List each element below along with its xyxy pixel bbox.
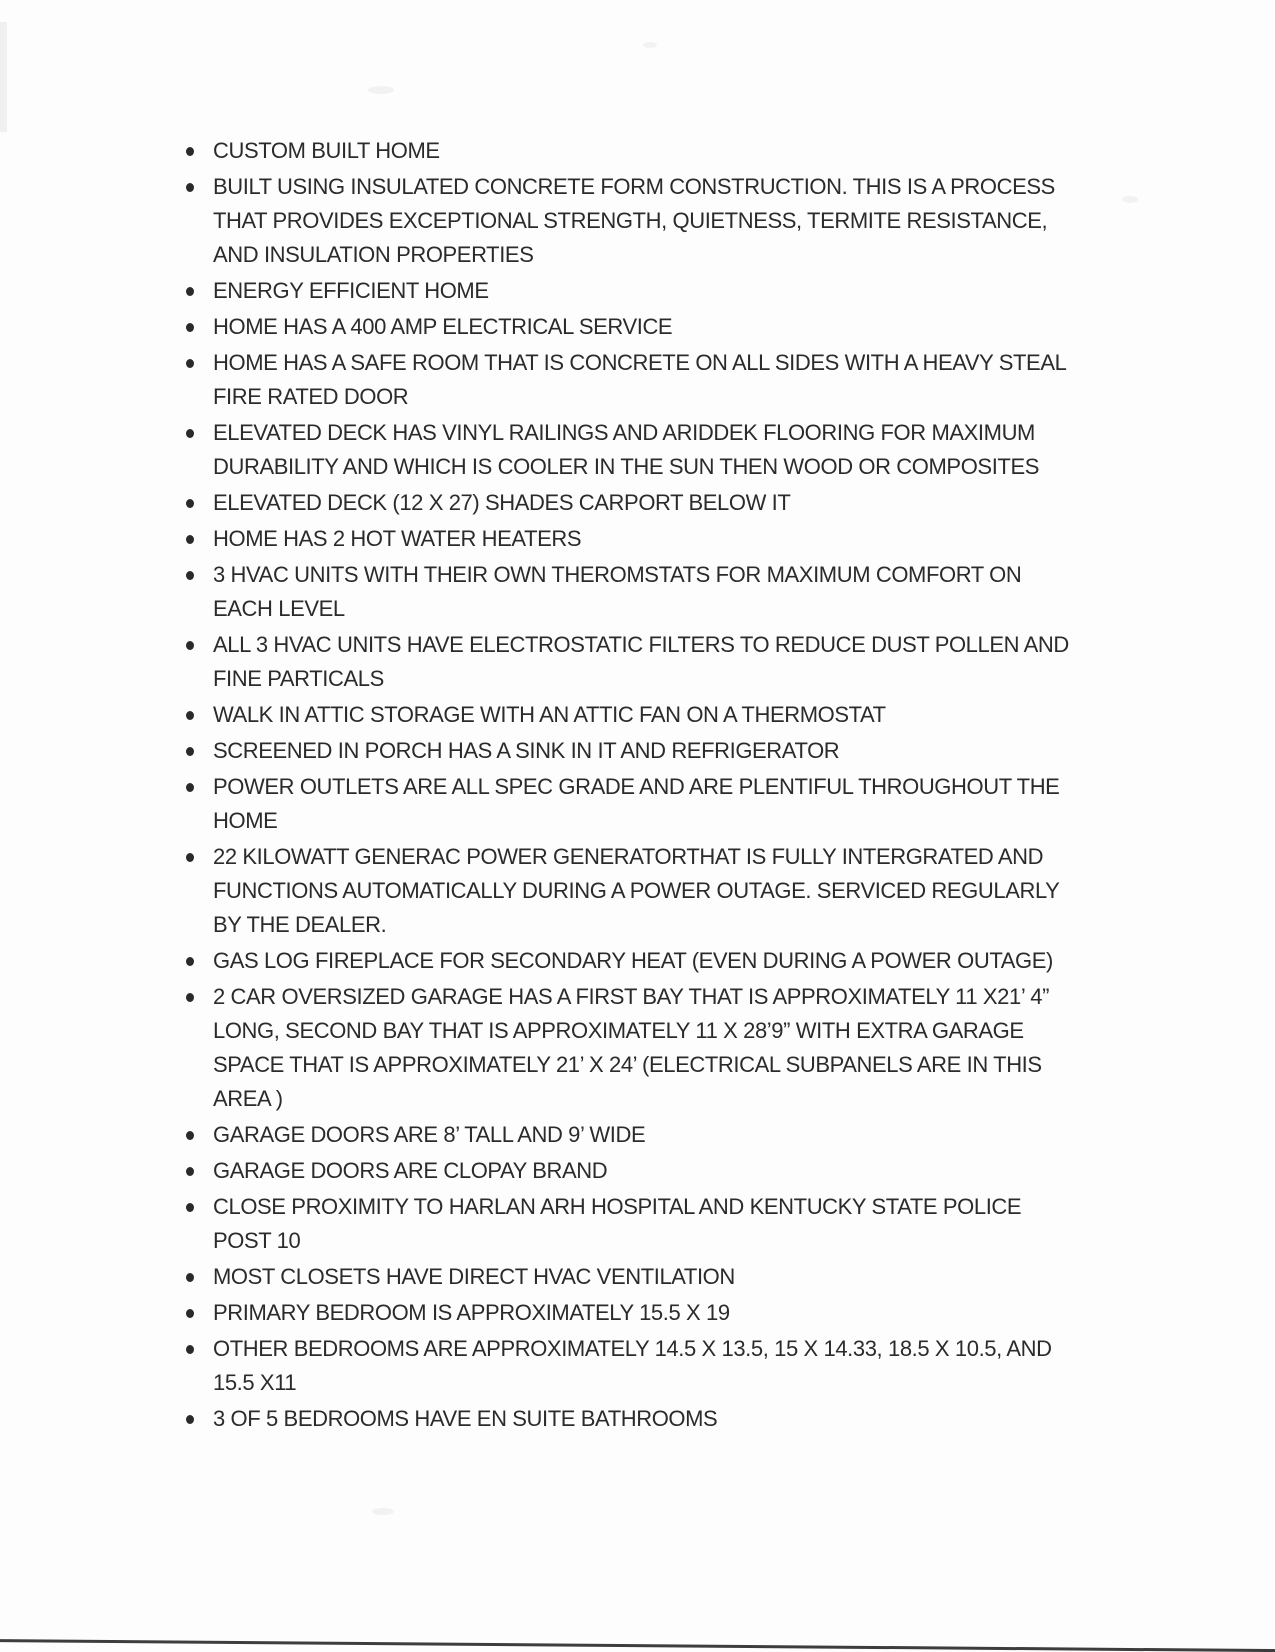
home-feature-list — [213, 134, 1073, 1438]
list-item: SCREENED IN PORCH HAS A SINK IN IT AND REFRIGERATOR — [213, 734, 1073, 768]
list-item: 2 CAR OVERSIZED GARAGE HAS A FIRST BAY THAT IS APPROXIMATELY 11 X21’ 4” LONG, SECOND BAY THAT IS APPROXIMATELY 11 X 28’9” WITH EXTRA GARAGE SPACE THAT IS APPROXIMATELY 21’ X 24’ (ELECTRICAL SUBPANELS ARE IN THIS AREA ) — [213, 980, 1073, 1116]
scan-artifact-line — [0, 1639, 1275, 1652]
list-item: 3 OF 5 BEDROOMS HAVE EN SUITE BATHROOMS — [213, 1402, 1073, 1436]
list-item: BUILT USING INSULATED CONCRETE FORM CONSTRUCTION. THIS IS A PROCESS THAT PROVIDES EXCEPTIONAL STRENGTH, QUIETNESS, TERMITE RESISTANCE, AND INSULATION PROPERTIES — [213, 170, 1073, 272]
list-item: GARAGE DOORS ARE CLOPAY BRAND — [213, 1154, 1073, 1188]
list-item: POWER OUTLETS ARE ALL SPEC GRADE AND ARE PLENTIFUL THROUGHOUT THE HOME — [213, 770, 1073, 838]
list-item: ENERGY EFFICIENT HOME — [213, 274, 1073, 308]
list-item: GARAGE DOORS ARE 8’ TALL AND 9’ WIDE — [213, 1118, 1073, 1152]
scan-smudge — [1122, 196, 1138, 203]
list-item: ELEVATED DECK HAS VINYL RAILINGS AND ARIDDEK FLOORING FOR MAXIMUM DURABILITY AND WHICH IS COOLER IN THE SUN THEN WOOD OR COMPOSITES — [213, 416, 1073, 484]
scanner-edge-artifact — [0, 22, 7, 132]
list-item: CUSTOM BUILT HOME — [213, 134, 1073, 168]
scan-smudge — [368, 86, 394, 94]
list-item: WALK IN ATTIC STORAGE WITH AN ATTIC FAN ON A THERMOSTAT — [213, 698, 1073, 732]
list-item: OTHER BEDROOMS ARE APPROXIMATELY 14.5 X 13.5, 15 X 14.33, 18.5 X 10.5, AND 15.5 X11 — [213, 1332, 1073, 1400]
scan-smudge — [643, 42, 657, 48]
list-item: 22 KILOWATT GENERAC POWER GENERATORTHAT IS FULLY INTERGRATED AND FUNCTIONS AUTOMATICALLY DURING A POWER OUTAGE. SERVICED REGULARLY BY THE DEALER. — [213, 840, 1073, 942]
list-item: PRIMARY BEDROOM IS APPROXIMATELY 15.5 X 19 — [213, 1296, 1073, 1330]
list-item: ALL 3 HVAC UNITS HAVE ELECTROSTATIC FILTERS TO REDUCE DUST POLLEN AND FINE PARTICALS — [213, 628, 1073, 696]
list-item: ELEVATED DECK (12 X 27) SHADES CARPORT BELOW IT — [213, 486, 1073, 520]
list-item: 3 HVAC UNITS WITH THEIR OWN THEROMSTATS FOR MAXIMUM COMFORT ON EACH LEVEL — [213, 558, 1073, 626]
scan-smudge — [372, 1508, 394, 1515]
list-item: CLOSE PROXIMITY TO HARLAN ARH HOSPITAL AND KENTUCKY STATE POLICE POST 10 — [213, 1190, 1073, 1258]
list-item: GAS LOG FIREPLACE FOR SECONDARY HEAT (EVEN DURING A POWER OUTAGE) — [213, 944, 1073, 978]
list-item: HOME HAS A 400 AMP ELECTRICAL SERVICE — [213, 310, 1073, 344]
list-item: HOME HAS 2 HOT WATER HEATERS — [213, 522, 1073, 556]
list-item: HOME HAS A SAFE ROOM THAT IS CONCRETE ON ALL SIDES WITH A HEAVY STEAL FIRE RATED DOOR — [213, 346, 1073, 414]
list-item: MOST CLOSETS HAVE DIRECT HVAC VENTILATION — [213, 1260, 1073, 1294]
